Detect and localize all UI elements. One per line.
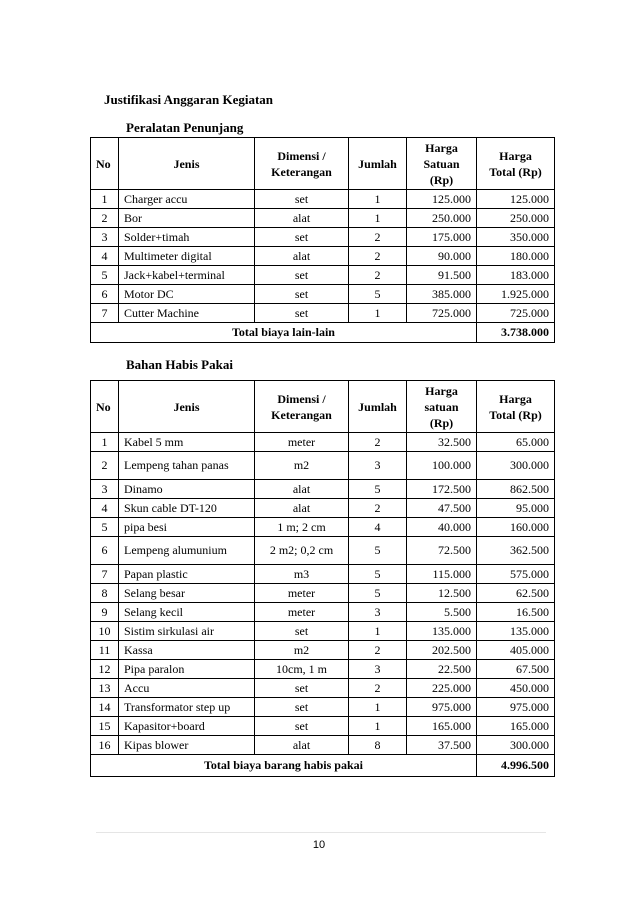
table-row: [91, 584, 555, 603]
cell-no: 5: [91, 518, 119, 537]
cell-jumlah: 2: [349, 228, 407, 247]
cell-total: 300.000: [477, 452, 555, 480]
cell-total: 62.500: [477, 584, 555, 603]
col-header-harga-satuan: [407, 138, 477, 190]
cell-ket: 1 m; 2 cm: [255, 518, 349, 537]
cell-ket: set: [255, 717, 349, 736]
cell-ket: meter: [255, 603, 349, 622]
table-header-row: [91, 138, 555, 190]
cell-jumlah: 1: [349, 304, 407, 323]
cell-jenis: Skun cable DT-120: [119, 499, 255, 518]
cell-total: 250.000: [477, 209, 555, 228]
total-label: Total biaya lain-lain: [91, 323, 477, 343]
cell-harga: 172.500: [407, 480, 477, 499]
cell-total: 180.000: [477, 247, 555, 266]
cell-ket: set: [255, 266, 349, 285]
cell-jumlah: 3: [349, 660, 407, 679]
table-peralatan-penunjang: [90, 137, 555, 343]
cell-ket: m3: [255, 565, 349, 584]
cell-jumlah: 3: [349, 603, 407, 622]
cell-harga: 32.500: [407, 433, 477, 452]
table-row: [91, 480, 555, 499]
col-header-dimensi-line1: Dimensi /: [277, 391, 326, 406]
cell-jenis: Lempeng alumunium: [119, 537, 255, 565]
cell-jenis: Kabel 5 mm: [119, 433, 255, 452]
cell-jenis: Jack+kabel+terminal: [119, 266, 255, 285]
cell-no: 6: [91, 537, 119, 565]
col-header-harga-line1: Harga: [425, 140, 458, 155]
footer-divider: [96, 832, 546, 833]
cell-harga: 225.000: [407, 679, 477, 698]
cell-no: 14: [91, 698, 119, 717]
cell-ket: meter: [255, 584, 349, 603]
cell-total: 862.500: [477, 480, 555, 499]
col-header-dimensi-line1: Dimensi /: [277, 148, 326, 163]
table-row: [91, 603, 555, 622]
cell-jumlah: 1: [349, 717, 407, 736]
col-header-jumlah: Jumlah: [349, 138, 407, 190]
cell-ket: alat: [255, 736, 349, 755]
cell-no: 15: [91, 717, 119, 736]
cell-jumlah: 1: [349, 698, 407, 717]
cell-jumlah: 8: [349, 736, 407, 755]
table-row: [91, 698, 555, 717]
cell-jenis: Transformator step up: [119, 698, 255, 717]
cell-jenis: pipa besi: [119, 518, 255, 537]
cell-jumlah: 2: [349, 679, 407, 698]
table-row: [91, 660, 555, 679]
table-row: [91, 537, 555, 565]
col-header-dimensi-line2: Keterangan: [271, 407, 332, 422]
table-row: [91, 433, 555, 452]
document-heading: Justifikasi Anggaran Kegiatan: [104, 92, 274, 107]
cell-no: 12: [91, 660, 119, 679]
table-row: [91, 285, 555, 304]
col-header-harga-line2: satuan: [424, 399, 459, 414]
cell-total: 405.000: [477, 641, 555, 660]
cell-no: 1: [91, 433, 119, 452]
col-header-dimensi-line2: Keterangan: [271, 164, 332, 179]
cell-harga: 975.000: [407, 698, 477, 717]
col-header-harga-total: [477, 381, 555, 433]
table-row: [91, 736, 555, 755]
col-header-harga-satuan: [407, 381, 477, 433]
cell-jenis: Selang kecil: [119, 603, 255, 622]
cell-total: 1.925.000: [477, 285, 555, 304]
cell-total: 725.000: [477, 304, 555, 323]
table-body-bahan: [91, 433, 555, 755]
cell-harga: 37.500: [407, 736, 477, 755]
cell-total: 16.500: [477, 603, 555, 622]
cell-no: 2: [91, 209, 119, 228]
cell-jumlah: 5: [349, 537, 407, 565]
cell-harga: 90.000: [407, 247, 477, 266]
cell-ket: set: [255, 679, 349, 698]
cell-no: 11: [91, 641, 119, 660]
table-row: [91, 622, 555, 641]
page-number: 10: [312, 839, 326, 851]
cell-no: 10: [91, 622, 119, 641]
cell-no: 7: [91, 304, 119, 323]
cell-harga: 5.500: [407, 603, 477, 622]
col-header-harga-line3: (Rp): [429, 415, 454, 430]
table-row: [91, 518, 555, 537]
cell-no: 7: [91, 565, 119, 584]
cell-harga: 47.500: [407, 499, 477, 518]
cell-no: 4: [91, 247, 119, 266]
cell-jumlah: 4: [349, 518, 407, 537]
cell-total: 67.500: [477, 660, 555, 679]
cell-no: 2: [91, 452, 119, 480]
cell-ket: set: [255, 228, 349, 247]
cell-jumlah: 5: [349, 480, 407, 499]
cell-jumlah: 1: [349, 209, 407, 228]
col-header-harga-line2: Satuan: [423, 156, 460, 171]
section-title-peralatan: Peralatan Penunjang: [126, 120, 244, 135]
cell-harga: 91.500: [407, 266, 477, 285]
col-header-dimensi: [255, 381, 349, 433]
col-header-jumlah: Jumlah: [349, 381, 407, 433]
cell-no: 3: [91, 228, 119, 247]
section-title-bahan: Bahan Habis Pakai: [126, 357, 233, 372]
table-row: [91, 190, 555, 209]
cell-jumlah: 2: [349, 266, 407, 285]
cell-jumlah: 2: [349, 433, 407, 452]
cell-total: 160.000: [477, 518, 555, 537]
cell-ket: alat: [255, 247, 349, 266]
cell-jenis: Accu: [119, 679, 255, 698]
cell-harga: 250.000: [407, 209, 477, 228]
cell-ket: 2 m2; 0,2 cm: [255, 537, 349, 565]
cell-harga: 385.000: [407, 285, 477, 304]
cell-jenis: Kassa: [119, 641, 255, 660]
cell-total: 135.000: [477, 622, 555, 641]
cell-jumlah: 1: [349, 190, 407, 209]
cell-total: 125.000: [477, 190, 555, 209]
cell-total: 95.000: [477, 499, 555, 518]
cell-jenis: Sistim sirkulasi air: [119, 622, 255, 641]
cell-total: 350.000: [477, 228, 555, 247]
cell-harga: 202.500: [407, 641, 477, 660]
cell-no: 6: [91, 285, 119, 304]
cell-no: 13: [91, 679, 119, 698]
cell-jenis: Dinamo: [119, 480, 255, 499]
cell-harga: 40.000: [407, 518, 477, 537]
cell-harga: 165.000: [407, 717, 477, 736]
cell-harga: 125.000: [407, 190, 477, 209]
cell-ket: set: [255, 304, 349, 323]
cell-harga: 725.000: [407, 304, 477, 323]
cell-jenis: Kapasitor+board: [119, 717, 255, 736]
table-row: [91, 304, 555, 323]
cell-total: 300.000: [477, 736, 555, 755]
cell-jenis: Charger accu: [119, 190, 255, 209]
col-header-dimensi: [255, 138, 349, 190]
cell-total: 65.000: [477, 433, 555, 452]
cell-jenis: Multimeter digital: [119, 247, 255, 266]
col-header-total-line1: Harga: [499, 391, 532, 406]
table-body-peralatan: [91, 190, 555, 323]
table-row: [91, 452, 555, 480]
cell-no: 8: [91, 584, 119, 603]
cell-jumlah: 5: [349, 565, 407, 584]
cell-total: 975.000: [477, 698, 555, 717]
cell-ket: set: [255, 622, 349, 641]
cell-jenis: Pipa paralon: [119, 660, 255, 679]
table-row: [91, 641, 555, 660]
col-header-harga-line1: Harga: [425, 383, 458, 398]
cell-jenis: Motor DC: [119, 285, 255, 304]
cell-ket: alat: [255, 480, 349, 499]
cell-no: 16: [91, 736, 119, 755]
cell-harga: 175.000: [407, 228, 477, 247]
cell-jumlah: 1: [349, 622, 407, 641]
cell-no: 9: [91, 603, 119, 622]
col-header-jenis: Jenis: [119, 138, 255, 190]
cell-jenis: Cutter Machine: [119, 304, 255, 323]
table-row: [91, 499, 555, 518]
total-value: 3.738.000: [477, 323, 555, 343]
col-header-no: No: [91, 381, 119, 433]
cell-ket: 10cm, 1 m: [255, 660, 349, 679]
cell-jumlah: 3: [349, 452, 407, 480]
table-bahan-habis-pakai: [90, 380, 555, 777]
col-header-jenis: Jenis: [119, 381, 255, 433]
cell-ket: alat: [255, 209, 349, 228]
cell-total: 165.000: [477, 717, 555, 736]
table-row: [91, 228, 555, 247]
cell-ket: meter: [255, 433, 349, 452]
table-row: [91, 679, 555, 698]
cell-no: 1: [91, 190, 119, 209]
cell-no: 4: [91, 499, 119, 518]
table-row: [91, 209, 555, 228]
cell-harga: 72.500: [407, 537, 477, 565]
col-header-total-line2: Total (Rp): [489, 164, 542, 179]
cell-total: 183.000: [477, 266, 555, 285]
cell-total: 450.000: [477, 679, 555, 698]
cell-jenis: Bor: [119, 209, 255, 228]
total-value: 4.996.500: [477, 755, 555, 777]
cell-ket: alat: [255, 499, 349, 518]
cell-jenis: Lempeng tahan panas: [119, 452, 255, 480]
cell-jumlah: 5: [349, 584, 407, 603]
cell-jenis: Kipas blower: [119, 736, 255, 755]
cell-no: 5: [91, 266, 119, 285]
cell-jenis: Selang besar: [119, 584, 255, 603]
cell-jumlah: 2: [349, 499, 407, 518]
cell-harga: 115.000: [407, 565, 477, 584]
col-header-total-line1: Harga: [499, 148, 532, 163]
col-header-harga-total: [477, 138, 555, 190]
cell-ket: set: [255, 285, 349, 304]
table-total-row: [91, 323, 555, 343]
cell-total: 362.500: [477, 537, 555, 565]
cell-ket: m2: [255, 452, 349, 480]
col-header-harga-line3: (Rp): [429, 172, 454, 187]
cell-jenis: Papan plastic: [119, 565, 255, 584]
cell-harga: 22.500: [407, 660, 477, 679]
cell-jumlah: 2: [349, 247, 407, 266]
table-row: [91, 266, 555, 285]
cell-jumlah: 5: [349, 285, 407, 304]
cell-total: 575.000: [477, 565, 555, 584]
cell-harga: 100.000: [407, 452, 477, 480]
cell-ket: m2: [255, 641, 349, 660]
cell-no: 3: [91, 480, 119, 499]
cell-jenis: Solder+timah: [119, 228, 255, 247]
table-row: [91, 247, 555, 266]
cell-harga: 12.500: [407, 584, 477, 603]
total-label: Total biaya barang habis pakai: [91, 755, 477, 777]
col-header-no: No: [91, 138, 119, 190]
cell-harga: 135.000: [407, 622, 477, 641]
table-row: [91, 717, 555, 736]
col-header-total-line2: Total (Rp): [489, 407, 542, 422]
table-total-row: [91, 755, 555, 777]
cell-jumlah: 2: [349, 641, 407, 660]
cell-ket: set: [255, 698, 349, 717]
table-row: [91, 565, 555, 584]
table-header-row: [91, 381, 555, 433]
cell-ket: set: [255, 190, 349, 209]
